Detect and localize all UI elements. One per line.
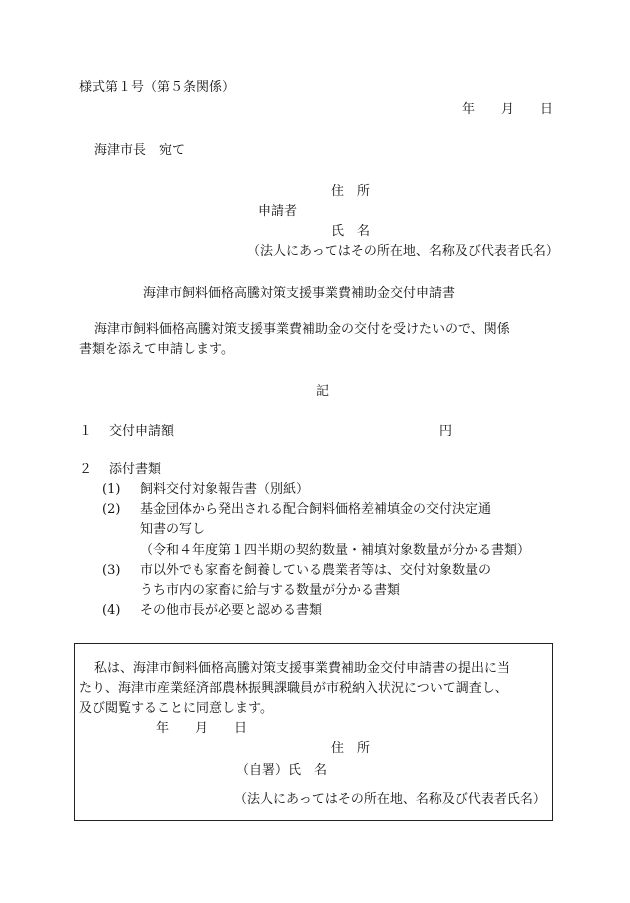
- doc3-line-1: 市以外でも家畜を飼養している農業者等は、交付対象数量の: [140, 563, 492, 578]
- consent-note: （法人にあってはその所在地、名称及び代表者氏名）: [234, 792, 546, 807]
- item2-number: ２: [79, 462, 93, 477]
- doc4-line-1: その他市長が必要と認める書類: [140, 603, 323, 618]
- ki-heading: 記: [316, 384, 330, 399]
- form-number: 様式第１号（第５条関係）: [79, 80, 236, 95]
- body-line-1: 海津市飼料価格高騰対策支援事業費補助金の交付を受けたいので、関係: [94, 322, 510, 337]
- item1-number: １: [79, 424, 93, 439]
- item2-label: 添付書類: [109, 462, 162, 477]
- doc4-number: (4): [102, 603, 121, 618]
- consent-line-3: 及び閲覧することに同意します。: [79, 701, 273, 716]
- applicant-address-label: 住 所: [331, 184, 371, 199]
- doc2-line-2: 知書の写し: [140, 522, 206, 537]
- doc2-line-3: （令和４年度第１四半期の契約数量・補填対象数量が分かる書類）: [140, 543, 531, 558]
- applicant-name-label: 氏 名: [331, 224, 371, 239]
- addressee: 海津市長 宛て: [94, 143, 186, 158]
- date-line: 年 月 日: [462, 102, 554, 117]
- applicant-label: 申請者: [258, 204, 298, 219]
- doc1-number: (1): [102, 482, 121, 497]
- doc3-line-2: うち市内の家畜に給与する数量が分かる書類: [140, 583, 401, 598]
- consent-line-2: たり、海津市産業経済部農林振興課職員が市税納入状況について調査し、: [79, 681, 508, 696]
- doc1-line-1: 飼料交付対象報告書（別紙）: [140, 482, 310, 497]
- page-title: 海津市飼料価格高騰対策支援事業費補助金交付申請書: [143, 286, 456, 301]
- consent-date-line: 年 月 日: [156, 721, 248, 736]
- item1-label: 交付申請額: [109, 424, 175, 439]
- doc3-number: (3): [102, 563, 121, 578]
- consent-signature-label: （自署）氏 名: [236, 763, 328, 778]
- consent-address-label: 住 所: [331, 741, 371, 756]
- doc2-number: (2): [102, 502, 121, 517]
- doc2-line-1: 基金団体から発出される配合飼料価格差補填金の交付決定通: [140, 502, 492, 517]
- applicant-note: （法人にあってはその所在地、名称及び代表者氏名）: [247, 244, 559, 259]
- consent-line-1: 私は、海津市飼料価格高騰対策支援事業費補助金交付申請書の提出に当: [94, 661, 511, 676]
- item1-unit: 円: [439, 424, 453, 439]
- body-line-2: 書類を添えて申請します。: [79, 342, 234, 357]
